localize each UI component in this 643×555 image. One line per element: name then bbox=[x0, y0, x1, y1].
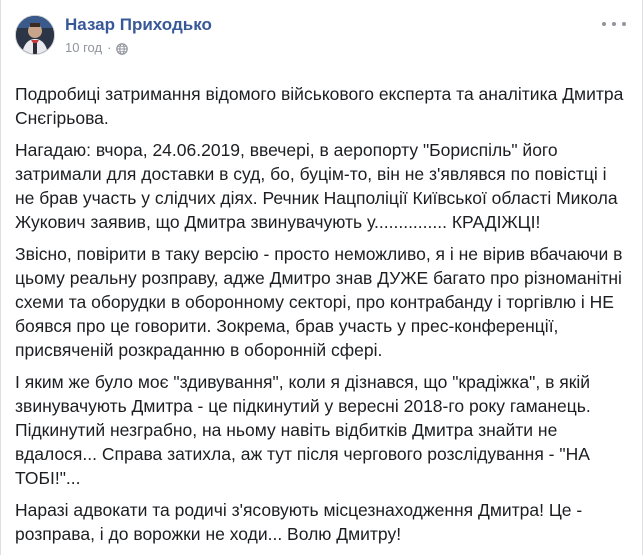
post-body bbox=[15, 82, 628, 546]
post-paragraph: І яким же було моє "здивування", коли я дізнався, що "крадіжка", в якій звинувачують Дмитра - це підкинутий у вересні 2018-го року гаманець. Підкинутий незграбно, на ньому навіть відбитків Дмитра знайти не вдалося... Справа затихла, аж тут після чергового розслідування - "НА ТОБІ!"... bbox=[15, 372, 591, 488]
ellipsis-dot bbox=[622, 22, 626, 26]
avatar[interactable] bbox=[15, 15, 55, 55]
post-paragraph: Наразі адвокати та родичі з'ясовують місцезнаходження Дмитра! Це - розправа, і до ворожки не ходи... Волю Дмитру! bbox=[15, 500, 583, 544]
post-paragraph: Нагадаю: вчора, 24.06.2019, ввечері, в аеропорту "Бориспіль" його затримали для доставки в суд, бо, буцім-то, він не з'являвся по повістці і не брав участь у слідчих діях. Речник Нацполіції Київської області Микола Жукович заявив, що Дмитра звинувачують у............... КРАДІЖЦІ! bbox=[15, 140, 618, 232]
avatar-photo-icon bbox=[16, 16, 54, 54]
post-subline bbox=[65, 39, 212, 57]
separator-dot: · bbox=[107, 40, 112, 55]
ellipsis-icon[interactable] bbox=[602, 14, 626, 34]
post-paragraph: Звісно, повірити в таку версію - просто неможливо, я і не вірив вбачаючи в цьому реальну розправу, адже Дмитро знав ДУЖЕ багато про різноманітні схеми та оборудки в оборонному секторі, про контрабанду і торгівлю і НЕ боявся про це говорити. Зокрема, брав участь у прес-конференції, присвяченій розкраданню в оборонній сфері. bbox=[15, 244, 623, 360]
ellipsis-dot bbox=[602, 22, 606, 26]
ellipsis-dot bbox=[612, 22, 616, 26]
post-header bbox=[15, 12, 628, 72]
post-paragraph: Подробиці затримання відомого військового експерта та аналітика Дмитра Снєгірьова. bbox=[15, 84, 624, 128]
post-meta bbox=[65, 12, 212, 57]
globe-icon[interactable] bbox=[116, 42, 128, 54]
author-name[interactable]: Назар Приходько bbox=[65, 15, 212, 34]
post-timestamp[interactable]: 10 год bbox=[65, 40, 103, 55]
